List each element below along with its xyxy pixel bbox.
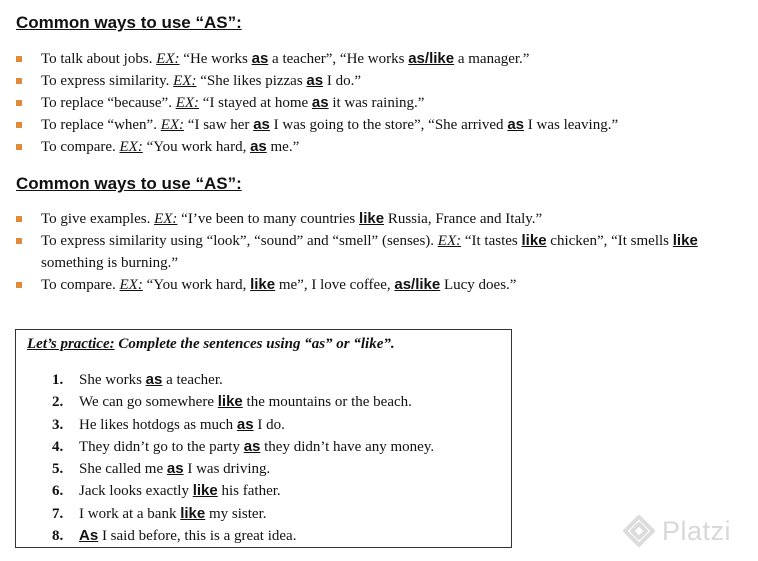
bullet-square-icon bbox=[16, 282, 22, 288]
ex-label: EX: bbox=[173, 73, 197, 89]
keyword: as bbox=[251, 50, 269, 67]
text-segment: “You work hard, bbox=[142, 139, 251, 155]
text-segment: Russia, France and Italy.” bbox=[384, 211, 543, 227]
text-segment: We can go somewhere bbox=[79, 394, 218, 411]
ex-label: EX: bbox=[160, 117, 185, 133]
item-number: 8. bbox=[52, 528, 64, 545]
practice-title bbox=[27, 336, 395, 353]
keyword: as bbox=[166, 460, 184, 478]
text-segment: I said before, this is a great idea. bbox=[98, 528, 297, 545]
section2-heading: Common ways to use “AS”: bbox=[16, 174, 242, 193]
text-segment: To replace “when”. bbox=[41, 117, 161, 133]
text-segment: a teacher”, “He works bbox=[268, 51, 409, 67]
text-segment: the mountains or the beach. bbox=[242, 394, 412, 411]
ex-label: EX: bbox=[156, 51, 180, 67]
keyword: like bbox=[672, 232, 698, 249]
bullet-square-icon bbox=[16, 238, 22, 244]
bullet-item bbox=[16, 48, 748, 70]
practice-box bbox=[15, 329, 512, 548]
text-segment: a teacher. bbox=[162, 372, 223, 388]
text-segment: He likes hotdogs as much bbox=[79, 416, 237, 433]
text-segment: I work at a bank bbox=[79, 505, 181, 522]
text-segment: To express similarity. bbox=[41, 73, 174, 89]
practice-item bbox=[52, 369, 434, 391]
keyword: as bbox=[507, 116, 524, 133]
bullet-item bbox=[16, 208, 748, 230]
watermark-text: Platzi bbox=[662, 515, 732, 546]
item-number: 1. bbox=[52, 372, 64, 388]
practice-title-rest: Complete the sentences using “as” or “like”. bbox=[114, 336, 395, 352]
text-segment: something is burning.” bbox=[41, 255, 179, 271]
keyword: as bbox=[236, 415, 254, 433]
ex-label: EX: bbox=[154, 211, 178, 227]
practice-item bbox=[52, 391, 434, 413]
practice-item bbox=[52, 436, 434, 458]
bullet-item bbox=[16, 114, 748, 136]
text-segment: To express similarity using “look”, “sound” and “smell” (senses). bbox=[41, 233, 438, 249]
item-number: 7. bbox=[52, 505, 64, 522]
keyword: like bbox=[521, 232, 547, 249]
text-segment: Jack looks exactly bbox=[79, 483, 193, 500]
text-segment: I do. bbox=[253, 416, 285, 433]
item-number: 2. bbox=[52, 394, 64, 411]
text-segment: I do.” bbox=[323, 73, 362, 89]
keyword: as bbox=[243, 437, 261, 455]
platzi-logo-icon bbox=[622, 514, 656, 548]
text-segment: “I’ve been to many countries bbox=[177, 211, 360, 227]
text-segment: chicken”, “It smells bbox=[546, 233, 673, 249]
text-segment: “I saw her bbox=[184, 117, 254, 133]
bullet-square-icon bbox=[16, 144, 22, 150]
text-segment: me.” bbox=[266, 139, 300, 155]
text-segment: She called me bbox=[79, 461, 167, 478]
ex-label: EX: bbox=[437, 233, 462, 249]
bullet-item bbox=[16, 230, 748, 274]
text-segment: I was driving. bbox=[183, 461, 271, 478]
item-number: 6. bbox=[52, 483, 64, 500]
keyword: like bbox=[217, 393, 243, 411]
bullet-item bbox=[16, 136, 748, 158]
text-segment: they didn’t have any money. bbox=[260, 438, 435, 455]
text-segment: To compare. bbox=[41, 277, 120, 293]
text-segment: “It tastes bbox=[461, 233, 522, 249]
keyword: like bbox=[180, 504, 206, 522]
bullet-square-icon bbox=[16, 100, 22, 106]
text-segment: Lucy does.” bbox=[440, 277, 517, 293]
text-segment: “I stayed at home bbox=[199, 95, 312, 111]
keyword: as bbox=[306, 72, 324, 89]
ex-label: EX: bbox=[119, 139, 143, 155]
text-segment: To give examples. bbox=[41, 211, 155, 227]
keyword: as/like bbox=[394, 276, 441, 293]
keyword: as bbox=[250, 138, 267, 155]
keyword: as bbox=[253, 116, 270, 133]
text-segment: To replace “because”. bbox=[41, 95, 176, 111]
text-segment: She works bbox=[79, 372, 146, 388]
bullet-item bbox=[16, 92, 748, 114]
keyword: as bbox=[311, 94, 329, 111]
keyword: like bbox=[250, 276, 276, 293]
practice-item bbox=[52, 525, 434, 547]
bullet-item bbox=[16, 274, 748, 296]
practice-title-lead: Let’s practice: bbox=[27, 336, 115, 352]
keyword: like bbox=[359, 210, 385, 227]
bullet-item bbox=[16, 70, 748, 92]
text-segment: I was leaving.” bbox=[524, 117, 619, 133]
text-segment: “He works bbox=[179, 51, 252, 67]
text-segment: my sister. bbox=[205, 505, 267, 522]
item-number: 5. bbox=[52, 461, 64, 478]
ex-label: EX: bbox=[175, 95, 200, 111]
keyword: as/like bbox=[408, 50, 455, 67]
bullet-square-icon bbox=[16, 216, 22, 222]
keyword: As bbox=[79, 527, 99, 545]
section1-heading: Common ways to use “AS”: bbox=[16, 13, 242, 32]
practice-list bbox=[52, 369, 434, 547]
text-segment: his father. bbox=[217, 483, 281, 500]
text-segment: To talk about jobs. bbox=[41, 51, 157, 67]
text-segment: a manager.” bbox=[454, 51, 530, 67]
text-segment: “You work hard, bbox=[142, 277, 251, 293]
text-segment: me”, I love coffee, bbox=[275, 277, 395, 293]
text-segment: I was going to the store”, “She arrived bbox=[269, 117, 508, 133]
section2-list bbox=[16, 208, 748, 296]
practice-item bbox=[52, 414, 434, 436]
text-segment: To compare. bbox=[41, 139, 120, 155]
text-segment: it was raining.” bbox=[328, 95, 425, 111]
platzi-watermark bbox=[622, 511, 731, 551]
text-segment: They didn’t go to the party bbox=[79, 438, 244, 455]
item-number: 3. bbox=[52, 416, 64, 433]
ex-label: EX: bbox=[119, 277, 143, 293]
bullet-square-icon bbox=[16, 122, 22, 128]
section1-list bbox=[16, 48, 748, 158]
text-segment: “She likes pizzas bbox=[196, 73, 307, 89]
bullet-square-icon bbox=[16, 78, 22, 84]
practice-item bbox=[52, 480, 434, 502]
item-number: 4. bbox=[52, 438, 64, 455]
bullet-square-icon bbox=[16, 56, 22, 62]
keyword: like bbox=[192, 482, 218, 500]
practice-item bbox=[52, 503, 434, 525]
keyword: as bbox=[145, 371, 163, 388]
practice-item bbox=[52, 458, 434, 480]
